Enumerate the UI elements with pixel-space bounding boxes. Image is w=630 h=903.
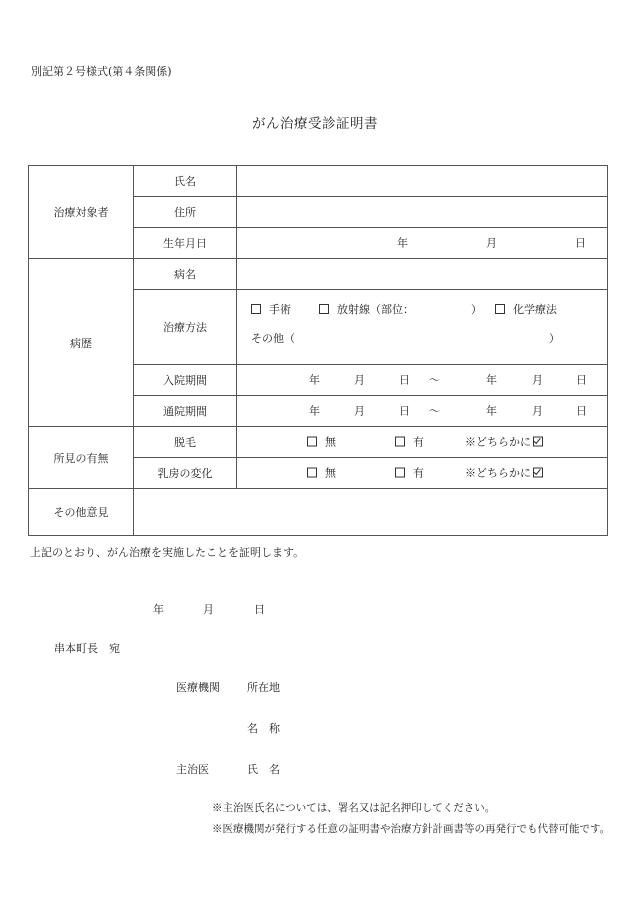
- address-value[interactable]: [237, 197, 608, 228]
- addressee: 串本町長 宛: [54, 642, 120, 655]
- option-surgery[interactable]: 手術: [251, 304, 291, 315]
- location-label: 所在地: [247, 681, 280, 694]
- chemo-checkbox[interactable]: [495, 304, 505, 314]
- hair-loss-label: 脱毛: [134, 427, 237, 458]
- inpatient-label: 入院期間: [134, 365, 237, 396]
- option-other[interactable]: その他（: [251, 332, 295, 345]
- hair-note: ※どちらかに: [465, 437, 543, 448]
- breast-change-label: 乳房の変化: [134, 458, 237, 489]
- inpatient-value[interactable]: 年 月 日 ～ 年 月 日: [237, 365, 608, 396]
- breast-none-option[interactable]: 無: [307, 468, 336, 479]
- method-label: 治療方法: [134, 290, 237, 365]
- name-value[interactable]: [237, 166, 608, 197]
- breast-none-checkbox[interactable]: [307, 468, 317, 478]
- radiation-close: ）: [471, 303, 482, 316]
- dob-label: 生年月日: [134, 228, 237, 259]
- surgery-checkbox[interactable]: [251, 304, 261, 314]
- outpatient-label: 通院期間: [134, 396, 237, 427]
- note-signature: ※主治医氏名については、署名又は記名押印してください。: [212, 802, 496, 814]
- outpatient-value[interactable]: 年 月 日 ～ 年 月 日: [237, 396, 608, 427]
- hair-loss-value: [237, 427, 608, 458]
- radiation-checkbox[interactable]: [319, 304, 329, 314]
- findings-group-label: 所見の有無: [29, 427, 134, 489]
- name-label: 氏名: [134, 166, 237, 197]
- hair-none-checkbox[interactable]: [307, 437, 317, 447]
- hair-none-option[interactable]: 無: [307, 437, 336, 448]
- dob-month: 月: [486, 236, 497, 250]
- note-alternative: ※医療機関が発行する任意の証明書や治療方針計画書等の再発行でも代替可能です。: [212, 823, 611, 835]
- address-label: 住所: [134, 197, 237, 228]
- dob-value[interactable]: [237, 228, 608, 259]
- document-title: がん治療受診証明書: [252, 116, 378, 132]
- disease-label: 病名: [134, 259, 237, 290]
- certify-text: 上記のとおり、がん治療を実施したことを証明します。: [30, 546, 305, 559]
- date-month: 月: [203, 603, 214, 616]
- hair-yes-option[interactable]: 有: [395, 437, 424, 448]
- institution-name-label: 名 称: [247, 722, 280, 735]
- doctor-label: 主治医: [176, 763, 209, 776]
- option-chemo[interactable]: 化学療法: [495, 304, 557, 315]
- hair-yes-checkbox[interactable]: [395, 437, 405, 447]
- option-radiation[interactable]: 放射線（部位：: [319, 304, 414, 315]
- breast-yes-option[interactable]: 有: [395, 468, 424, 479]
- checkmark-icon: [533, 468, 543, 478]
- form-id: 別記第２号様式(第４条関係): [31, 65, 172, 78]
- doctor-name-label: 氏 名: [247, 763, 280, 776]
- date-day: 日: [254, 603, 265, 616]
- patient-group-label: 治療対象者: [29, 166, 134, 259]
- institution-label: 医療機関: [176, 681, 220, 694]
- breast-yes-checkbox[interactable]: [395, 468, 405, 478]
- other-opinion-label: その他意見: [29, 489, 134, 536]
- history-group-label: 病歴: [29, 259, 134, 427]
- date-year: 年: [153, 603, 164, 616]
- certificate-table: [28, 165, 608, 536]
- other-close: ）: [549, 332, 560, 345]
- breast-note: ※どちらかに: [465, 468, 543, 479]
- disease-value[interactable]: [237, 259, 608, 290]
- breast-change-value: [237, 458, 608, 489]
- dob-year: 年: [397, 236, 408, 250]
- other-opinion-value[interactable]: [134, 489, 608, 536]
- checkmark-icon: [533, 437, 543, 447]
- dob-day: 日: [575, 236, 586, 250]
- method-value: [237, 290, 608, 365]
